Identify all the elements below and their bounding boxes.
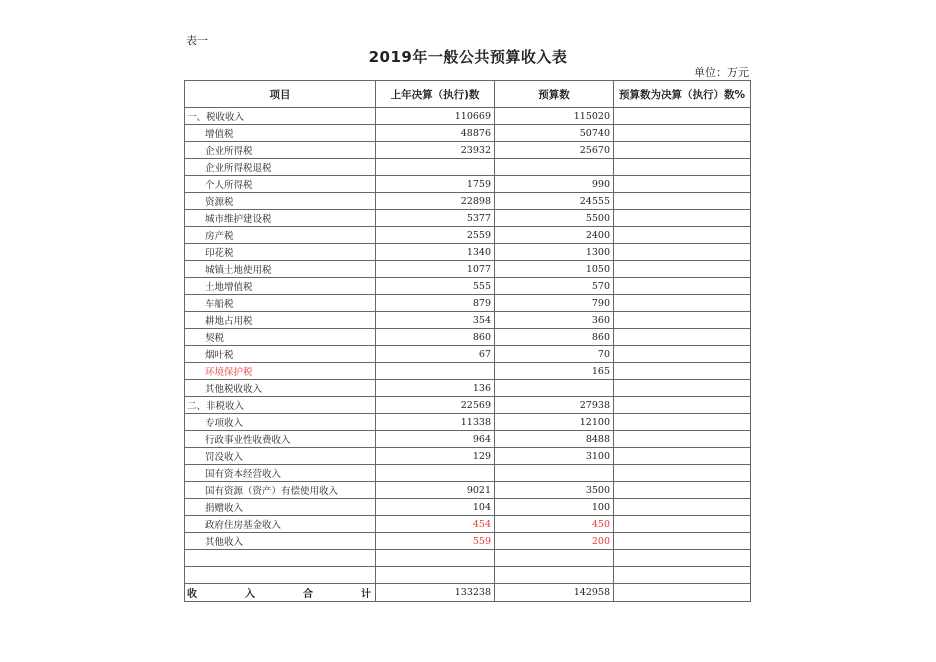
row-item-name: 增值税 xyxy=(185,125,376,142)
header-percentage: 预算数为决算（执行）数% xyxy=(614,81,751,108)
table-row xyxy=(185,193,751,210)
row-prev-actual xyxy=(376,363,495,380)
row-percentage xyxy=(614,380,751,397)
row-prev-actual: 559 xyxy=(376,533,495,550)
total-row xyxy=(185,584,751,602)
budget-table xyxy=(184,80,751,602)
table-row xyxy=(185,363,751,380)
row-percentage xyxy=(614,465,751,482)
row-percentage xyxy=(614,329,751,346)
table-row xyxy=(185,397,751,414)
total-label-char: 计 xyxy=(361,589,371,600)
row-prev-actual: 5377 xyxy=(376,210,495,227)
row-item-name: 国有资源（资产）有偿使用收入 xyxy=(185,482,376,499)
row-prev-actual: 2559 xyxy=(376,227,495,244)
row-item-name xyxy=(185,550,376,567)
row-budget xyxy=(495,465,614,482)
row-budget: 165 xyxy=(495,363,614,380)
table-row xyxy=(185,278,751,295)
table-row xyxy=(185,261,751,278)
row-budget: 860 xyxy=(495,329,614,346)
table-row xyxy=(185,329,751,346)
row-item-name: 企业所得税退税 xyxy=(185,159,376,176)
table-row xyxy=(185,516,751,533)
row-prev-actual xyxy=(376,159,495,176)
row-budget: 570 xyxy=(495,278,614,295)
table-row xyxy=(185,142,751,159)
table-row xyxy=(185,108,751,125)
row-budget: 25670 xyxy=(495,142,614,159)
row-prev-actual xyxy=(376,465,495,482)
row-prev-actual: 964 xyxy=(376,431,495,448)
row-item-name: 房产税 xyxy=(185,227,376,244)
row-prev-actual: 104 xyxy=(376,499,495,516)
row-prev-actual xyxy=(376,550,495,567)
row-budget: 790 xyxy=(495,295,614,312)
row-prev-actual: 879 xyxy=(376,295,495,312)
row-budget: 360 xyxy=(495,312,614,329)
row-percentage xyxy=(614,363,751,380)
row-budget: 27938 xyxy=(495,397,614,414)
row-prev-actual: 48876 xyxy=(376,125,495,142)
row-prev-actual: 110669 xyxy=(376,108,495,125)
table-row xyxy=(185,465,751,482)
table-row xyxy=(185,448,751,465)
row-item-name: 城市维护建设税 xyxy=(185,210,376,227)
table-row xyxy=(185,499,751,516)
row-budget xyxy=(495,380,614,397)
row-item-name: 二、非税收入 xyxy=(185,397,376,414)
row-percentage xyxy=(614,414,751,431)
row-prev-actual: 129 xyxy=(376,448,495,465)
table-row xyxy=(185,533,751,550)
table-row xyxy=(185,312,751,329)
header-row xyxy=(185,81,751,108)
total-budget: 142958 xyxy=(495,584,614,602)
unit-label: 单位：万元 xyxy=(694,66,749,79)
row-percentage xyxy=(614,448,751,465)
row-percentage xyxy=(614,431,751,448)
row-item-name: 印花税 xyxy=(185,244,376,261)
row-item-name: 土地增值税 xyxy=(185,278,376,295)
row-percentage xyxy=(614,108,751,125)
header-budget: 预算数 xyxy=(495,81,614,108)
row-prev-actual: 22898 xyxy=(376,193,495,210)
header-item: 项目 xyxy=(185,81,376,108)
row-item-name: 车船税 xyxy=(185,295,376,312)
total-prev: 133238 xyxy=(376,584,495,602)
total-label-char: 合 xyxy=(303,589,313,600)
table-row xyxy=(185,414,751,431)
table-row xyxy=(185,210,751,227)
table-row xyxy=(185,567,751,584)
table-tag: 表一 xyxy=(186,34,208,47)
table-row xyxy=(185,550,751,567)
row-percentage xyxy=(614,261,751,278)
table-row xyxy=(185,431,751,448)
row-item-name: 耕地占用税 xyxy=(185,312,376,329)
row-percentage xyxy=(614,278,751,295)
row-prev-actual: 454 xyxy=(376,516,495,533)
row-percentage xyxy=(614,210,751,227)
row-budget: 1050 xyxy=(495,261,614,278)
row-prev-actual: 23932 xyxy=(376,142,495,159)
row-budget: 8488 xyxy=(495,431,614,448)
row-percentage xyxy=(614,482,751,499)
row-item-name: 个人所得税 xyxy=(185,176,376,193)
row-prev-actual: 11338 xyxy=(376,414,495,431)
row-prev-actual: 136 xyxy=(376,380,495,397)
row-budget xyxy=(495,159,614,176)
row-prev-actual: 22569 xyxy=(376,397,495,414)
row-item-name: 专项收入 xyxy=(185,414,376,431)
table-row xyxy=(185,125,751,142)
row-percentage xyxy=(614,125,751,142)
total-label-char: 入 xyxy=(245,589,255,600)
row-percentage xyxy=(614,193,751,210)
row-item-name: 其他收入 xyxy=(185,533,376,550)
table-row xyxy=(185,482,751,499)
row-item-name: 契税 xyxy=(185,329,376,346)
row-item-name: 资源税 xyxy=(185,193,376,210)
row-item-name xyxy=(185,567,376,584)
table-row xyxy=(185,227,751,244)
row-percentage xyxy=(614,567,751,584)
table-row xyxy=(185,346,751,363)
row-budget: 2400 xyxy=(495,227,614,244)
row-percentage xyxy=(614,346,751,363)
row-prev-actual: 1759 xyxy=(376,176,495,193)
row-percentage xyxy=(614,312,751,329)
row-percentage xyxy=(614,533,751,550)
row-percentage xyxy=(614,550,751,567)
row-budget: 12100 xyxy=(495,414,614,431)
row-budget: 5500 xyxy=(495,210,614,227)
table-body xyxy=(185,108,751,584)
row-prev-actual: 1340 xyxy=(376,244,495,261)
row-budget: 115020 xyxy=(495,108,614,125)
row-percentage xyxy=(614,227,751,244)
table-row xyxy=(185,159,751,176)
row-item-name: 烟叶税 xyxy=(185,346,376,363)
total-pct xyxy=(614,584,751,602)
row-budget xyxy=(495,567,614,584)
row-percentage xyxy=(614,499,751,516)
total-label-char: 收 xyxy=(187,589,197,600)
row-budget: 3100 xyxy=(495,448,614,465)
row-item-name: 行政事业性收费收入 xyxy=(185,431,376,448)
row-prev-actual xyxy=(376,567,495,584)
row-percentage xyxy=(614,159,751,176)
row-prev-actual: 67 xyxy=(376,346,495,363)
row-item-name: 罚没收入 xyxy=(185,448,376,465)
row-prev-actual: 1077 xyxy=(376,261,495,278)
row-item-name: 其他税收收入 xyxy=(185,380,376,397)
row-item-name: 一、税收收入 xyxy=(185,108,376,125)
row-budget: 200 xyxy=(495,533,614,550)
row-prev-actual: 555 xyxy=(376,278,495,295)
row-budget xyxy=(495,550,614,567)
row-budget: 450 xyxy=(495,516,614,533)
row-prev-actual: 9021 xyxy=(376,482,495,499)
table-row xyxy=(185,176,751,193)
table-row xyxy=(185,380,751,397)
row-budget: 3500 xyxy=(495,482,614,499)
page-title: 2019年一般公共预算收入表 xyxy=(368,48,568,66)
row-percentage xyxy=(614,176,751,193)
header-prev-actual: 上年决算（执行)数 xyxy=(376,81,495,108)
row-percentage xyxy=(614,397,751,414)
row-prev-actual: 860 xyxy=(376,329,495,346)
row-item-name: 政府住房基金收入 xyxy=(185,516,376,533)
row-prev-actual: 354 xyxy=(376,312,495,329)
row-item-name: 企业所得税 xyxy=(185,142,376,159)
row-item-name: 城镇土地使用税 xyxy=(185,261,376,278)
row-budget: 990 xyxy=(495,176,614,193)
table-row xyxy=(185,295,751,312)
row-item-name: 捐赠收入 xyxy=(185,499,376,516)
row-budget: 70 xyxy=(495,346,614,363)
row-percentage xyxy=(614,142,751,159)
row-budget: 24555 xyxy=(495,193,614,210)
row-percentage xyxy=(614,295,751,312)
row-budget: 1300 xyxy=(495,244,614,261)
row-budget: 50740 xyxy=(495,125,614,142)
row-item-name: 国有资本经营收入 xyxy=(185,465,376,482)
total-label xyxy=(185,584,376,602)
row-item-name: 环境保护税 xyxy=(185,363,376,380)
row-percentage xyxy=(614,516,751,533)
row-percentage xyxy=(614,244,751,261)
row-budget: 100 xyxy=(495,499,614,516)
table-row xyxy=(185,244,751,261)
